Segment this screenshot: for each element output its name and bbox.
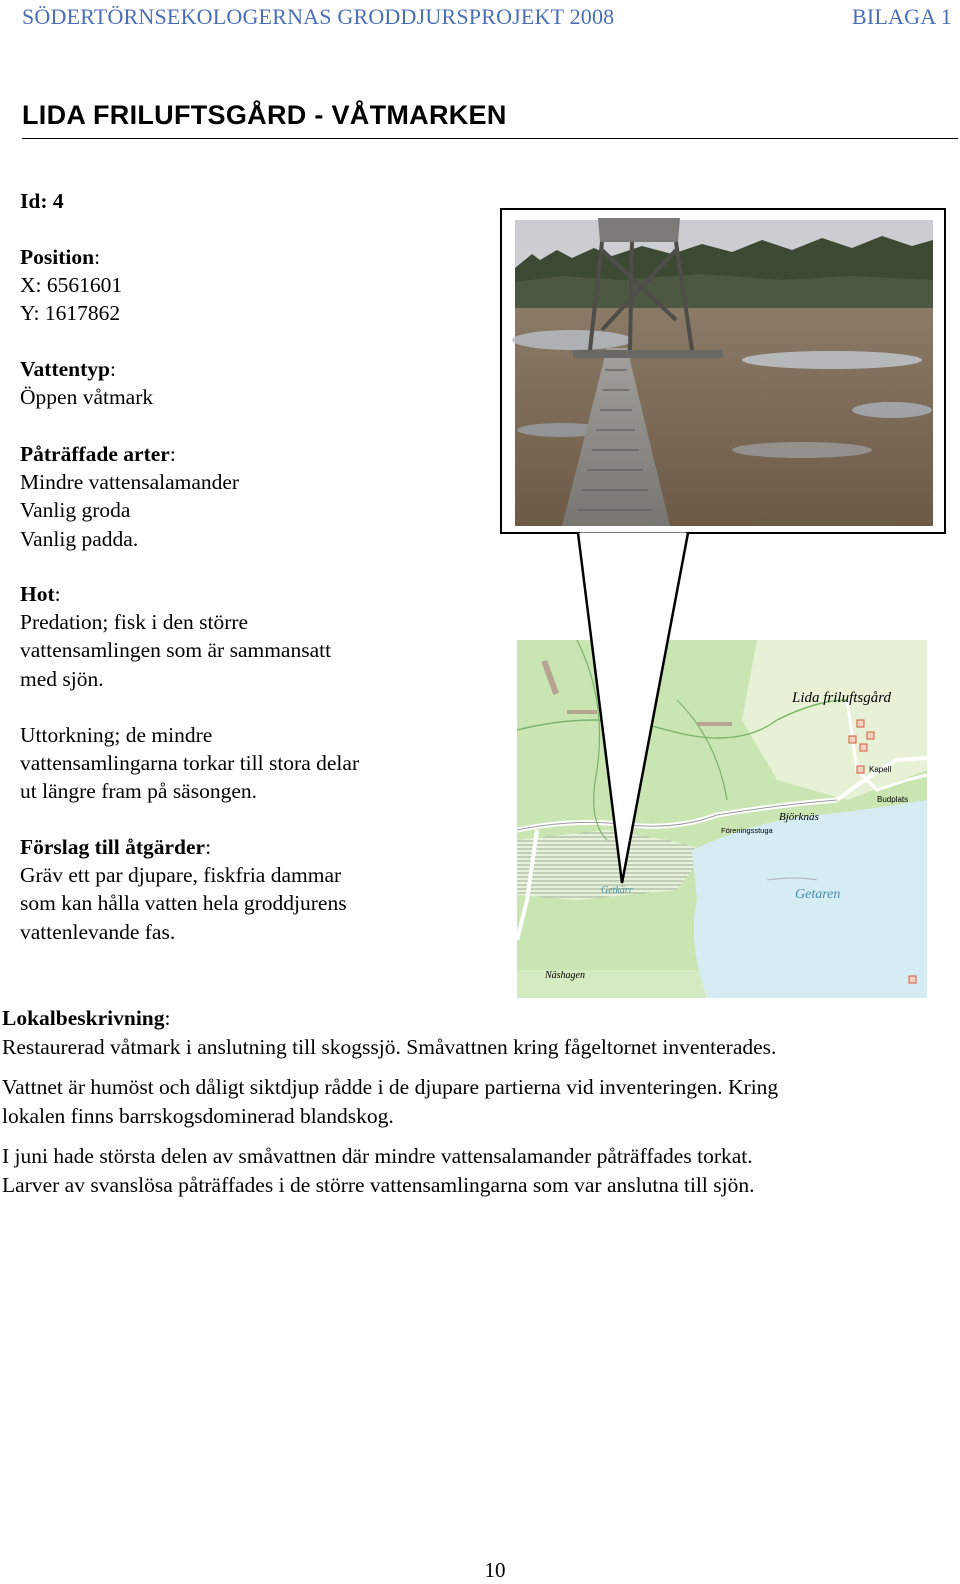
arter-label: Påträffade arter — [20, 442, 170, 466]
wetland-photo — [502, 210, 943, 531]
y-coordinate: Y: 1617862 — [20, 301, 121, 326]
atgarder-line: vattenlevande fas. — [20, 919, 176, 944]
page-number: 10 — [484, 1558, 506, 1582]
atgarder-label: Förslag till åtgärder — [20, 835, 206, 859]
id-label: Id — [20, 189, 41, 213]
hot-colon: : — [54, 582, 61, 606]
hot-line: Uttorkning; de mindre — [20, 723, 213, 747]
description-line: Larver av svanslösa påträffades i de större vattensamlingarna som var anslutna till sjön. — [2, 1173, 755, 1197]
vattentyp-label: Vattentyp — [20, 357, 110, 381]
description-line: I juni hade största delen av småvattnen där mindre vattensalamander påträffades torkat. — [2, 1144, 753, 1168]
map-label-lida: Lida friluftsgård — [792, 690, 892, 706]
running-header-right: BILAGA 1 — [852, 4, 952, 29]
vattentyp-field — [20, 355, 153, 411]
hot-field-2 — [20, 721, 359, 806]
position-field — [20, 243, 122, 328]
description-line: lokalen finns barrskogsdominerad blandskog. — [2, 1104, 394, 1128]
hot-line: Predation; fisk i den större — [20, 610, 249, 635]
map-graphic — [517, 640, 927, 998]
vattentyp-value: Öppen våtmark — [20, 385, 154, 410]
species-item: Vanlig padda. — [20, 526, 139, 551]
id-field — [20, 187, 64, 215]
description-paragraph-1: Restaurerad våtmark i anslutning till skogssjö. Småvattnen kring fågeltornet inventerades. — [2, 1035, 777, 1059]
description-line: Vattnet är humöst och dåligt siktdjup rådde i de djupare partierna vid inventeringen. Kring — [2, 1075, 779, 1099]
hot-line: med sjön. — [20, 666, 104, 691]
map-label-getkarr: Getkärr — [601, 885, 633, 896]
atgarder-line: Gräv ett par djupare, fiskfria dammar — [20, 863, 342, 888]
hot-line: vattensamlingen som är sammansatt — [20, 638, 332, 663]
id-value: 4 — [52, 189, 64, 213]
arter-colon: : — [169, 442, 176, 466]
atgarder-line: som kan hålla vatten hela groddjurens — [20, 891, 347, 916]
page-title: LIDA FRILUFTSGÅRD - VÅTMARKEN — [22, 100, 507, 130]
lokalbeskrivning-colon: : — [164, 1006, 171, 1030]
atgarder-colon: : — [205, 835, 212, 859]
location-map — [517, 640, 927, 998]
description-paragraph-2 — [2, 1073, 952, 1131]
hot-line: vattensamlingarna torkar till stora delar — [20, 751, 360, 776]
map-label-nashagen: Näshagen — [545, 970, 585, 981]
species-item: Vanlig groda — [20, 498, 131, 523]
arter-field — [20, 440, 239, 553]
hot-field — [20, 580, 331, 693]
map-label-getaren: Getaren — [795, 887, 841, 902]
id-colon: : — [40, 189, 53, 213]
map-label-bjorknas: Björknäs — [779, 811, 819, 823]
hot-line: ut längre fram på säsongen. — [20, 779, 258, 804]
atgarder-field — [20, 833, 347, 946]
title-divider — [22, 138, 958, 139]
x-coordinate: X: 6561601 — [20, 273, 123, 298]
description-paragraph-3 — [2, 1142, 952, 1200]
vattentyp-colon: : — [110, 357, 116, 381]
position-label: Position — [20, 245, 95, 269]
hot-label: Hot — [20, 582, 55, 606]
map-label-budplats: Budplats — [877, 795, 909, 804]
map-label-kapell: Kapell — [869, 765, 892, 774]
species-item: Mindre vattensalamander — [20, 470, 240, 495]
running-header-left: SÖDERTÖRNSEKOLOGERNAS GRODDJURSPROJEKT 2008 — [22, 4, 615, 29]
lokalbeskrivning-label: Lokalbeskrivning — [2, 1006, 165, 1030]
lokalbeskrivning-section — [2, 1004, 952, 1200]
map-label-foreningsstuga: Föreningsstuga — [721, 826, 773, 835]
photo-frame — [500, 208, 946, 534]
position-colon: : — [94, 245, 101, 269]
